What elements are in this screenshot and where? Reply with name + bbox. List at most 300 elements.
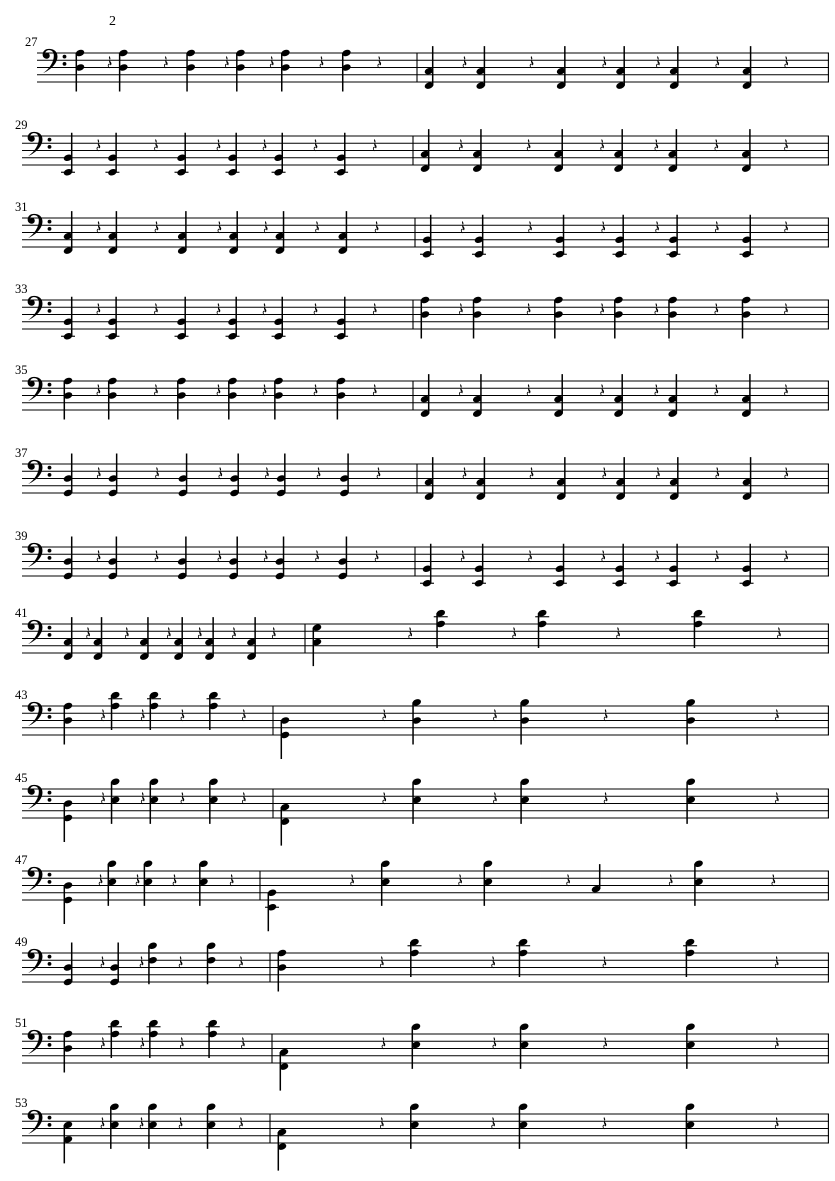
quarter-rest — [164, 56, 168, 68]
quarter-rest — [314, 303, 318, 315]
note-event — [175, 133, 189, 177]
quarter-rest — [179, 1117, 183, 1129]
note-event — [683, 938, 697, 977]
system-33 — [15, 282, 829, 341]
quarter-rest — [97, 384, 101, 396]
note-event — [685, 1022, 695, 1068]
note-event — [63, 881, 73, 924]
quarter-rest — [777, 627, 781, 639]
note-event — [272, 133, 286, 177]
bass-clef-dot — [63, 62, 67, 66]
bass-clef-dot — [48, 145, 52, 149]
quarter-rest — [263, 303, 267, 315]
quarter-rest — [239, 956, 243, 968]
note-event — [235, 49, 245, 92]
quarter-rest — [603, 1037, 607, 1049]
quarter-rest — [97, 550, 101, 562]
quarter-rest — [655, 221, 659, 233]
quarter-rest — [179, 956, 183, 968]
quarter-rest — [669, 874, 673, 886]
measure-number: 39 — [15, 529, 28, 543]
note-event — [63, 702, 73, 745]
bass-clef-dot — [48, 1043, 52, 1047]
quarter-rest — [772, 874, 776, 886]
note-event — [420, 215, 434, 259]
quarter-rest — [373, 384, 377, 396]
quarter-rest — [775, 1037, 779, 1049]
system-29 — [15, 118, 829, 177]
bass-clef — [28, 702, 43, 726]
quarter-rest — [97, 467, 101, 479]
note-event — [275, 537, 285, 581]
quarter-rest — [784, 467, 788, 479]
note-event — [338, 537, 348, 581]
bass-clef — [28, 785, 43, 809]
measure-number: 51 — [15, 1016, 28, 1030]
quarter-rest — [459, 139, 463, 151]
quarter-rest — [715, 550, 719, 562]
quarter-rest — [140, 956, 144, 968]
quarter-rest — [715, 467, 719, 479]
quarter-rest — [600, 303, 604, 315]
measure-number: 49 — [15, 935, 28, 949]
note-event — [61, 133, 75, 177]
bass-clef-dot — [48, 473, 52, 477]
quarter-rest — [461, 221, 465, 233]
bass-clef-dot — [48, 708, 52, 712]
bass-clef — [28, 949, 43, 973]
quarter-rest — [784, 221, 788, 233]
quarter-rest — [270, 56, 274, 68]
quarter-rest — [97, 303, 101, 315]
quarter-rest — [380, 956, 384, 968]
note-event — [107, 859, 117, 905]
note-event — [229, 454, 239, 498]
quarter-rest — [601, 550, 605, 562]
bass-clef-dot — [48, 549, 52, 553]
quarter-rest — [173, 874, 177, 886]
bass-clef-dot — [48, 220, 52, 224]
quarter-rest — [225, 56, 229, 68]
quarter-rest — [217, 303, 221, 315]
note-event — [518, 1102, 528, 1148]
note-event — [63, 799, 73, 842]
note-event — [63, 377, 73, 420]
quarter-rest — [459, 384, 463, 396]
bass-clef-dot — [48, 556, 52, 560]
quarter-rest — [382, 709, 386, 721]
quarter-rest — [656, 467, 660, 479]
quarter-rest — [714, 139, 718, 151]
system-31 — [15, 200, 829, 259]
quarter-rest — [350, 874, 354, 886]
bass-clef-dot — [48, 880, 52, 884]
quarter-rest — [218, 550, 222, 562]
quarter-rest — [714, 384, 718, 396]
bass-clef — [28, 867, 43, 891]
bass-clef — [28, 620, 43, 644]
note-event — [177, 537, 187, 581]
note-event — [434, 609, 448, 648]
quarter-rest — [167, 627, 171, 639]
bass-clef-dot — [48, 715, 52, 719]
note-event — [207, 691, 221, 730]
quarter-rest — [242, 709, 246, 721]
note-event — [412, 698, 422, 744]
measure-number: 53 — [15, 1096, 28, 1110]
bass-clef-dot — [48, 309, 52, 313]
quarter-rest — [527, 139, 531, 151]
quarter-rest — [714, 303, 718, 315]
note-event — [472, 296, 482, 339]
quarter-rest — [108, 56, 112, 68]
quarter-rest — [141, 792, 145, 804]
system-39 — [15, 529, 829, 588]
quarter-rest — [491, 956, 495, 968]
note-event — [613, 215, 627, 259]
note-event — [198, 859, 208, 905]
note-event — [175, 297, 189, 341]
note-event — [553, 215, 567, 259]
note-event — [272, 297, 286, 341]
bass-clef — [43, 49, 58, 73]
quarter-rest — [198, 627, 202, 639]
note-event — [280, 49, 290, 92]
quarter-rest — [377, 56, 381, 68]
note-event — [412, 777, 422, 823]
quarter-rest — [86, 627, 90, 639]
note-event — [334, 133, 348, 177]
note-event — [108, 691, 122, 730]
note-event — [409, 1102, 419, 1148]
system-47 — [15, 853, 829, 931]
quarter-rest — [272, 627, 276, 639]
quarter-rest — [463, 56, 467, 68]
bass-clef-dot — [48, 302, 52, 306]
quarter-rest — [715, 56, 719, 68]
note-event — [228, 537, 238, 581]
note-event — [110, 777, 120, 823]
note-event — [63, 943, 73, 987]
note-event — [118, 49, 128, 92]
measure-number: 33 — [15, 282, 28, 296]
quarter-rest — [784, 139, 788, 151]
note-event — [276, 454, 286, 498]
quarter-rest — [493, 709, 497, 721]
note-event — [472, 544, 486, 588]
note-event — [226, 133, 240, 177]
note-event — [420, 296, 430, 339]
note-event — [108, 1019, 122, 1058]
note-event — [341, 49, 351, 92]
quarter-rest — [566, 874, 570, 886]
quarter-rest — [784, 384, 788, 396]
note-event — [686, 698, 696, 744]
bass-clef-dot — [48, 962, 52, 966]
quarter-rest — [317, 467, 321, 479]
quarter-rest — [458, 874, 462, 886]
note-event — [693, 859, 703, 905]
quarter-rest — [101, 1117, 105, 1129]
note-event — [277, 949, 287, 992]
measure-number: 43 — [15, 688, 28, 702]
quarter-rest — [461, 550, 465, 562]
measure-number: 27 — [25, 35, 38, 49]
quarter-rest — [217, 139, 221, 151]
quarter-rest — [775, 956, 779, 968]
quarter-rest — [217, 384, 221, 396]
quarter-rest — [154, 384, 158, 396]
note-event — [208, 777, 218, 823]
note-event — [279, 1048, 289, 1091]
bass-clef-dot — [48, 466, 52, 470]
quarter-rest — [97, 139, 101, 151]
bass-clef — [28, 460, 43, 484]
quarter-rest — [97, 221, 101, 233]
measure-number: 45 — [15, 771, 28, 785]
quarter-rest — [655, 550, 659, 562]
note-event — [61, 297, 75, 341]
bass-clef — [28, 214, 43, 238]
quarter-rest — [155, 550, 159, 562]
note-event — [277, 1128, 287, 1171]
note-event — [420, 544, 434, 588]
quarter-rest — [101, 709, 105, 721]
note-event — [411, 1022, 421, 1068]
quarter-rest — [218, 221, 222, 233]
quarter-rest — [463, 467, 467, 479]
note-event — [108, 454, 118, 498]
note-event — [516, 938, 530, 977]
quarter-rest — [315, 550, 319, 562]
quarter-rest — [493, 1037, 497, 1049]
note-event — [519, 1022, 529, 1068]
quarter-rest — [600, 139, 604, 151]
bass-clef-dot — [48, 791, 52, 795]
note-event — [520, 698, 530, 744]
note-event — [280, 716, 290, 759]
quarter-rest — [408, 627, 412, 639]
quarter-rest — [382, 1037, 386, 1049]
note-event — [472, 215, 486, 259]
bass-clef — [28, 1110, 43, 1134]
quarter-rest — [600, 384, 604, 396]
quarter-rest — [530, 56, 534, 68]
note-event — [312, 623, 322, 666]
quarter-rest — [602, 56, 606, 68]
note-event — [336, 377, 346, 420]
bass-clef-dot — [48, 227, 52, 231]
quarter-rest — [616, 627, 620, 639]
bass-clef — [28, 1030, 43, 1054]
quarter-rest — [491, 1117, 495, 1129]
system-35 — [15, 363, 829, 420]
quarter-rest — [239, 1117, 243, 1129]
quarter-rest — [373, 303, 377, 315]
note-event — [691, 609, 705, 648]
quarter-rest — [527, 303, 531, 315]
measure-number: 37 — [15, 446, 28, 460]
note-event — [107, 377, 117, 420]
quarter-rest — [380, 1117, 384, 1129]
quarter-rest — [527, 384, 531, 396]
note-event — [63, 454, 73, 498]
quarter-rest — [136, 874, 140, 886]
note-event — [380, 859, 390, 905]
note-event — [740, 215, 754, 259]
measure-number: 29 — [15, 118, 28, 132]
quarter-rest — [101, 1037, 105, 1049]
quarter-rest — [232, 627, 236, 639]
quarter-rest — [655, 384, 659, 396]
note-event — [178, 454, 188, 498]
quarter-rest — [230, 874, 234, 886]
quarter-rest — [140, 1117, 144, 1129]
quarter-rest — [493, 792, 497, 804]
system-45 — [15, 771, 829, 846]
note-event — [553, 544, 567, 588]
quarter-rest — [377, 467, 381, 479]
quarter-rest — [784, 303, 788, 315]
note-event — [339, 454, 349, 498]
note-event — [591, 864, 601, 893]
quarter-rest — [320, 56, 324, 68]
note-event — [613, 544, 627, 588]
quarter-rest — [603, 956, 607, 968]
bass-clef — [28, 296, 43, 320]
note-event — [206, 941, 216, 984]
quarter-rest — [784, 56, 788, 68]
quarter-rest — [512, 627, 516, 639]
note-event — [63, 1121, 73, 1164]
note-event — [147, 1102, 157, 1148]
note-event — [741, 296, 751, 339]
note-event — [666, 215, 680, 259]
note-event — [63, 537, 73, 581]
quarter-rest — [264, 221, 268, 233]
note-event — [686, 777, 696, 823]
quarter-rest — [264, 550, 268, 562]
bass-clef-dot — [48, 390, 52, 394]
quarter-rest — [315, 221, 319, 233]
quarter-rest — [604, 709, 608, 721]
note-event — [105, 133, 119, 177]
quarter-rest — [528, 221, 532, 233]
quarter-rest — [314, 139, 318, 151]
quarter-rest — [155, 467, 159, 479]
note-event — [147, 1019, 161, 1058]
bass-clef-dot — [48, 955, 52, 959]
bass-clef — [28, 377, 43, 401]
quarter-rest — [656, 56, 660, 68]
measure-number: 35 — [15, 363, 28, 377]
quarter-rest — [601, 221, 605, 233]
quarter-rest — [263, 384, 267, 396]
measure-number: 47 — [15, 853, 28, 867]
quarter-rest — [528, 550, 532, 562]
note-event — [105, 297, 119, 341]
note-event — [63, 1030, 73, 1073]
note-event — [75, 49, 85, 92]
quarter-rest — [265, 467, 269, 479]
bass-clef-dot — [48, 1123, 52, 1127]
note-event — [613, 296, 623, 339]
bass-clef-dot — [48, 383, 52, 387]
measure-number: 31 — [15, 200, 28, 214]
note-event — [535, 609, 549, 648]
quarter-rest — [784, 550, 788, 562]
note-event — [685, 1102, 695, 1148]
note-event — [206, 1019, 220, 1058]
quarter-rest — [775, 792, 779, 804]
quarter-rest — [141, 1037, 145, 1049]
quarter-rest — [99, 874, 103, 886]
note-event — [520, 777, 530, 823]
quarter-rest — [263, 139, 267, 151]
note-event — [186, 49, 196, 92]
note-event — [147, 691, 161, 730]
note-event — [334, 297, 348, 341]
note-event — [666, 544, 680, 588]
bass-clef — [28, 132, 43, 156]
quarter-rest — [242, 792, 246, 804]
system-53 — [15, 1096, 829, 1171]
note-event — [109, 943, 119, 987]
note-event — [143, 859, 153, 905]
bass-clef-dot — [48, 633, 52, 637]
system-41 — [15, 606, 829, 666]
bass-clef-dot — [48, 873, 52, 877]
quarter-rest — [181, 792, 185, 804]
note-event — [108, 537, 118, 581]
note-event — [265, 888, 279, 931]
quarter-rest — [125, 627, 129, 639]
quarter-rest — [375, 221, 379, 233]
quarter-rest — [459, 303, 463, 315]
quarter-rest — [655, 303, 659, 315]
page-number: 2 — [109, 14, 116, 29]
quarter-rest — [375, 550, 379, 562]
quarter-rest — [180, 1037, 184, 1049]
note-event — [740, 544, 754, 588]
quarter-rest — [775, 709, 779, 721]
note-event — [408, 938, 422, 977]
quarter-rest — [154, 303, 158, 315]
quarter-rest — [155, 221, 159, 233]
quarter-rest — [101, 956, 105, 968]
bass-clef-dot — [63, 55, 67, 59]
quarter-rest — [775, 1117, 779, 1129]
bass-clef-dot — [48, 626, 52, 630]
quarter-rest — [604, 792, 608, 804]
bass-clef-dot — [48, 138, 52, 142]
note-event — [553, 296, 563, 339]
note-event — [226, 297, 240, 341]
system-27 — [25, 35, 829, 92]
measure-number: 41 — [15, 606, 28, 620]
note-event — [109, 1102, 119, 1148]
note-event — [149, 777, 159, 823]
quarter-rest — [715, 221, 719, 233]
note-event — [668, 296, 678, 339]
quarter-rest — [314, 384, 318, 396]
bass-clef-dot — [48, 1036, 52, 1040]
system-37 — [15, 446, 829, 501]
bass-clef — [28, 543, 43, 567]
note-event — [206, 1102, 216, 1148]
quarter-rest — [602, 467, 606, 479]
note-event — [273, 377, 283, 420]
